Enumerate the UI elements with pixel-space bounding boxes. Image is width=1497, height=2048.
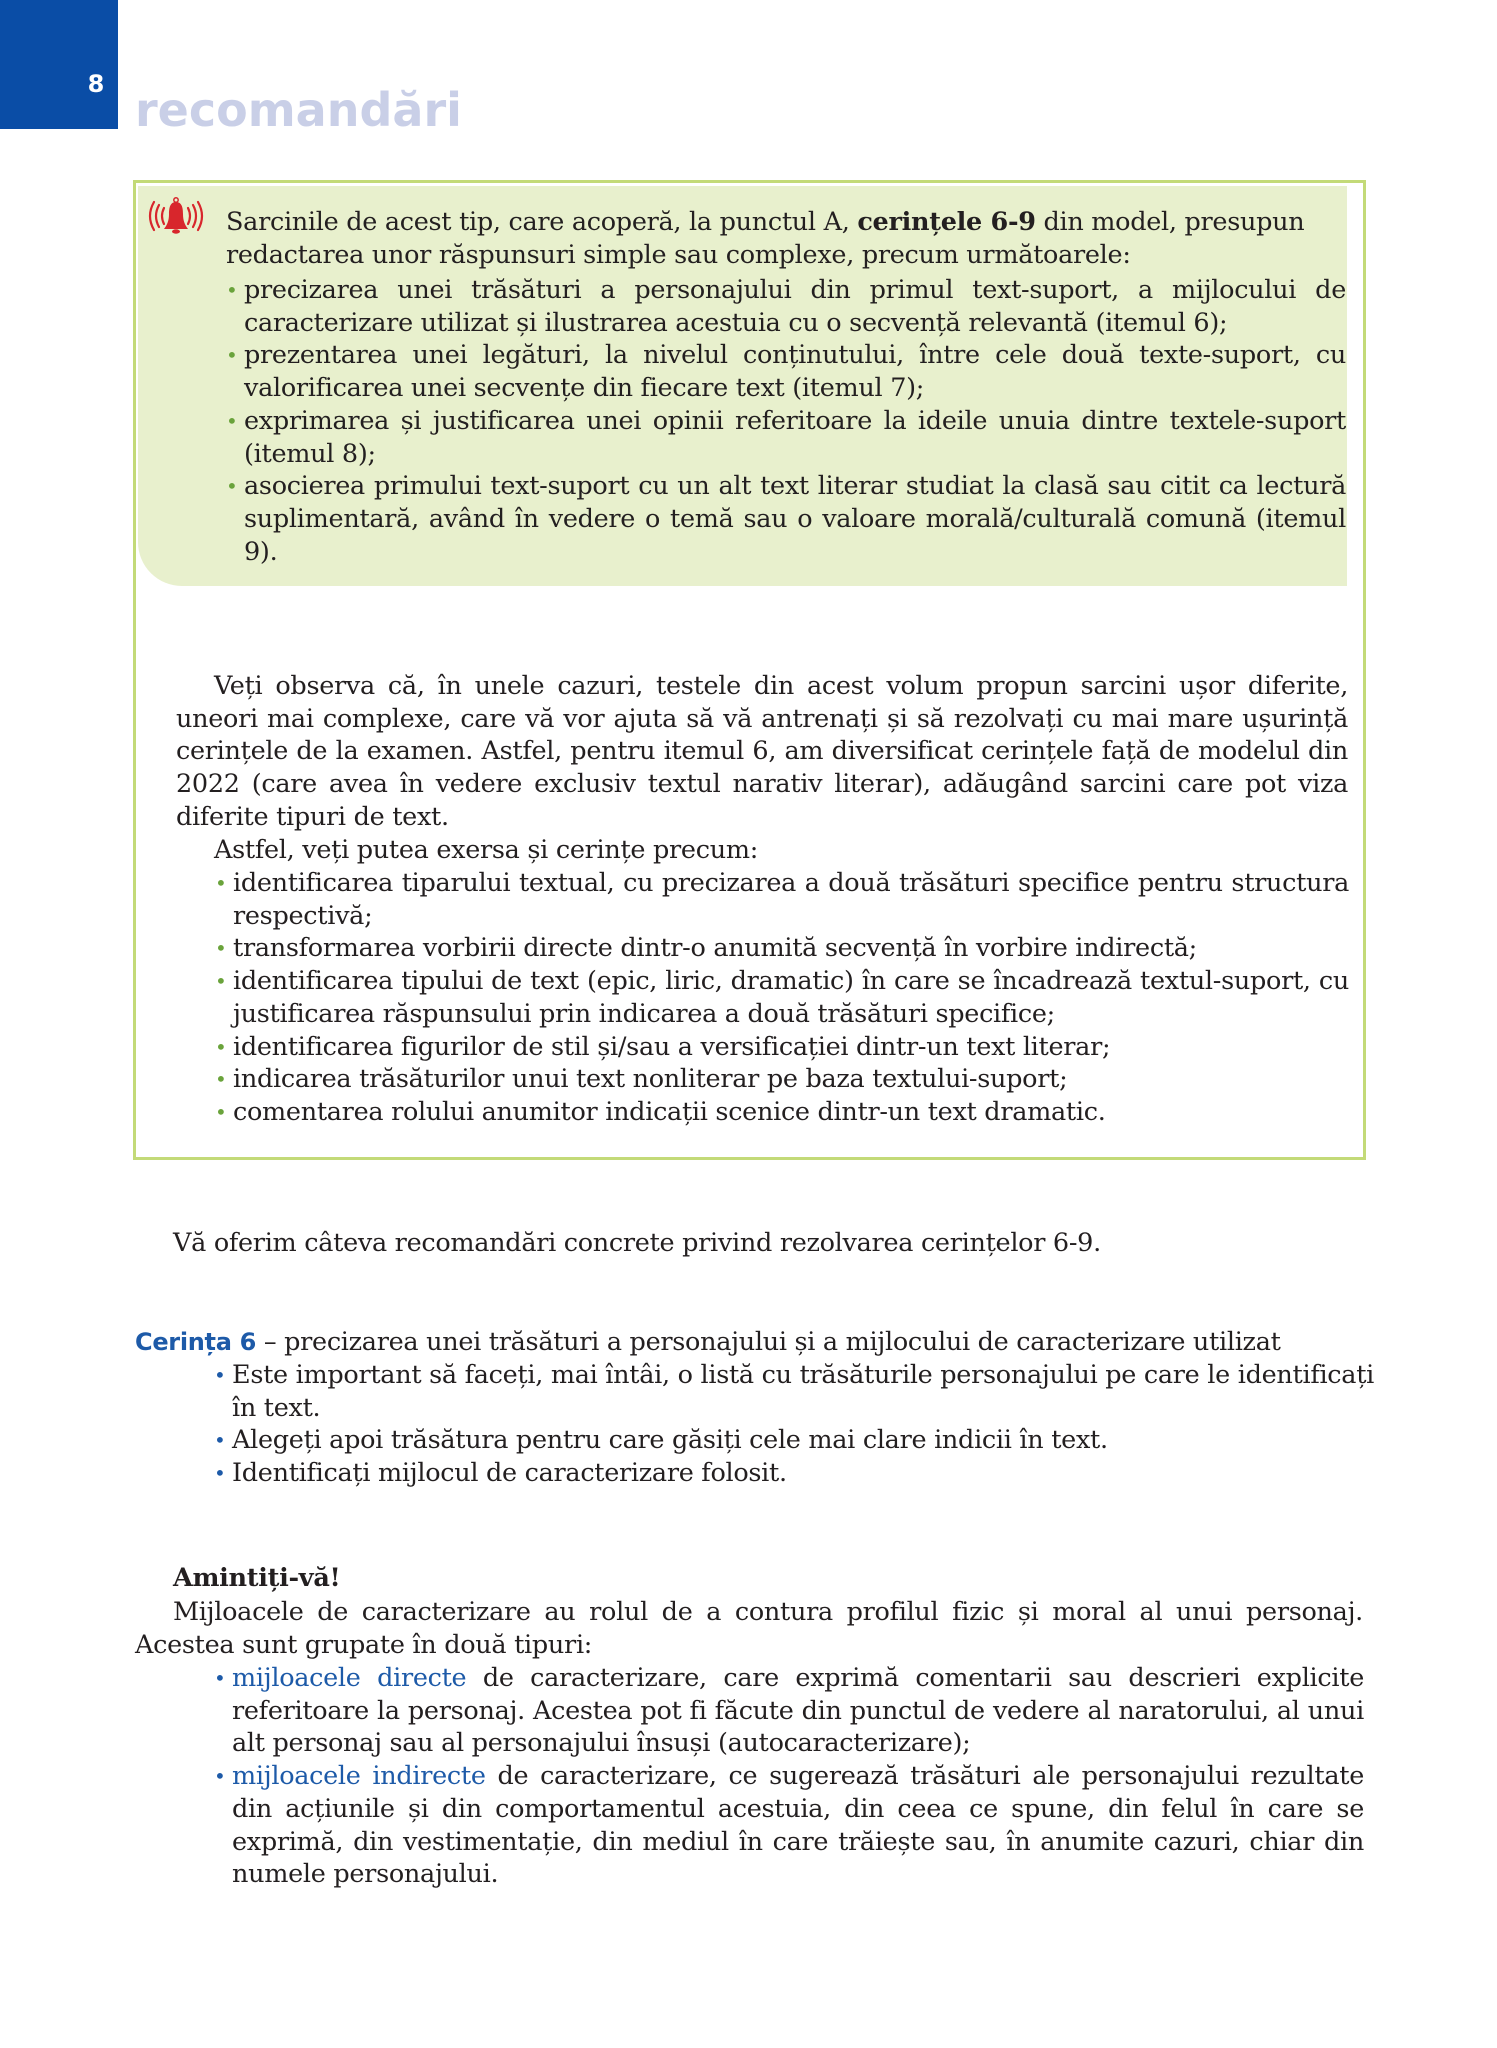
list-item <box>214 1760 1364 1891</box>
term-direct: mijloacele directe <box>232 1663 467 1693</box>
remember-list <box>214 1662 1364 1891</box>
list-item: • precizarea unei trăsături a personajului din primul text-suport, a mijlocului de caracterizare utilizat și ilustrarea acestuia cu o secvență relevantă (itemul 6); <box>226 274 1346 339</box>
list-item: • comentarea rolului anumitor indicații scenice dintr-un text dramatic. <box>215 1096 1349 1129</box>
cerinta-6-description: – precizarea unei trăsături a personajului și a mijlocului de caracterizare utilizat <box>256 1327 1281 1357</box>
remember-paragraph-text: Mijloacele de caracterizare au rolul de a contura profilul fizic și moral al unui personaj. Acestea sunt grupate în două tipuri: <box>135 1597 1363 1660</box>
note-box-highlight <box>138 186 1347 586</box>
cerinta-6-list <box>214 1359 1374 1490</box>
exercise-list <box>215 867 1349 1129</box>
note-task-list <box>226 274 1346 568</box>
note-intro-text-end: din model, presupun redactarea unor răspunsuri simple sau complexe, precum următoarele: <box>226 207 1305 270</box>
note-intro-text: Sarcinile de acest tip, care acoperă, la punctul A, <box>226 207 858 237</box>
list-item: • transformarea vorbirii directe dintr-o anumită secvență în vorbire indirectă; <box>215 932 1349 965</box>
box-paragraph-text: Veți observa că, în unele cazuri, testele din acest volum propun sarcini ușor diferite, uneori mai complexe, care vă vor ajuta să vă antrenați și să rezolvați cu mai mare ușurință cerințele de la examen. Astfel, pentru itemul 6, am diversificat cerințele față de modelul din 2022 (care avea în vedere exclusiv textul narativ literar), adăugând sarcini care pot viza diferite tipuri de text. <box>176 671 1348 832</box>
list-item: • asocierea primului text-suport cu un alt text literar studiat la clasă sau citit ca lectură suplimentară, având în vedere o temă sau o valoare morală/culturală comună (itemul 9). <box>226 470 1346 568</box>
page-number: 8 <box>87 70 105 98</box>
term-indirect-text: de caracterizare, ce sugerează trăsături ale personajului rezultate din acțiunile și din comportamentul acestuia, din ceea ce spune, din felul în care se exprimă, din vestimentație, din mediul în care trăiește sau, în anumite cazuri, chiar din numele personajului. <box>232 1761 1364 1890</box>
cerinta-6-label: Cerința 6 <box>135 1328 257 1356</box>
list-item: • identificarea tiparului textual, cu precizarea a două trăsături specifice pentru structura respectivă; <box>215 867 1349 932</box>
list-item <box>214 1662 1364 1760</box>
note-intro <box>226 206 1346 271</box>
box-paragraph <box>176 670 1348 866</box>
section-title: recomandări <box>135 83 462 137</box>
list-item: • indicarea trăsăturilor unui text nonliterar pe baza textului-suport; <box>215 1063 1349 1096</box>
term-direct-text: de caracterizare, care exprimă comentarii sau descrieri explicite referitoare la personaj. Acestea pot fi făcute din punctul de vedere al naratorului, al unui alt personaj sau al personajului însuși (autocaracterizare); <box>232 1663 1364 1759</box>
list-item: • Identificați mijlocul de caracterizare folosit. <box>214 1457 1374 1490</box>
list-item: • identificarea figurilor de stil și/sau a versificației dintr-un text literar; <box>215 1031 1349 1064</box>
remember-paragraph <box>135 1596 1363 1661</box>
list-item: • identificarea tipului de text (epic, liric, dramatic) în care se încadrează textul-suport, cu justificarea răspunsului prin indicarea a două trăsături specifice; <box>215 965 1349 1030</box>
list-item: • prezentarea unei legături, la nivelul conținutului, între cele două texte-suport, cu valorificarea unei secvențe din fiecare text (itemul 7); <box>226 339 1346 404</box>
alarm-bell-icon <box>144 196 208 236</box>
remember-heading: Amintiți-vă! <box>173 1563 341 1593</box>
cerinta-6-heading <box>135 1326 1375 1359</box>
term-indirect: mijloacele indirecte <box>232 1761 486 1792</box>
list-item: • exprimarea și justificarea unei opinii referitoare la ideile unuia dintre textele-suport (itemul 8); <box>226 405 1346 470</box>
note-box <box>133 180 1366 1160</box>
box-paragraph-lead: Astfel, veți putea exersa și cerințe precum: <box>214 834 759 865</box>
page-number-tab <box>0 0 118 129</box>
note-intro-bold: cerințele 6-9 <box>857 207 1036 237</box>
offer-line: Vă oferim câteva recomandări concrete privind rezolvarea cerințelor 6-9. <box>173 1228 1101 1258</box>
list-item: • Este important să faceți, mai întâi, o listă cu trăsăturile personajului pe care le identificați în text. <box>214 1359 1374 1424</box>
list-item: • Alegeți apoi trăsătura pentru care găsiți cele mai clare indicii în text. <box>214 1424 1374 1457</box>
